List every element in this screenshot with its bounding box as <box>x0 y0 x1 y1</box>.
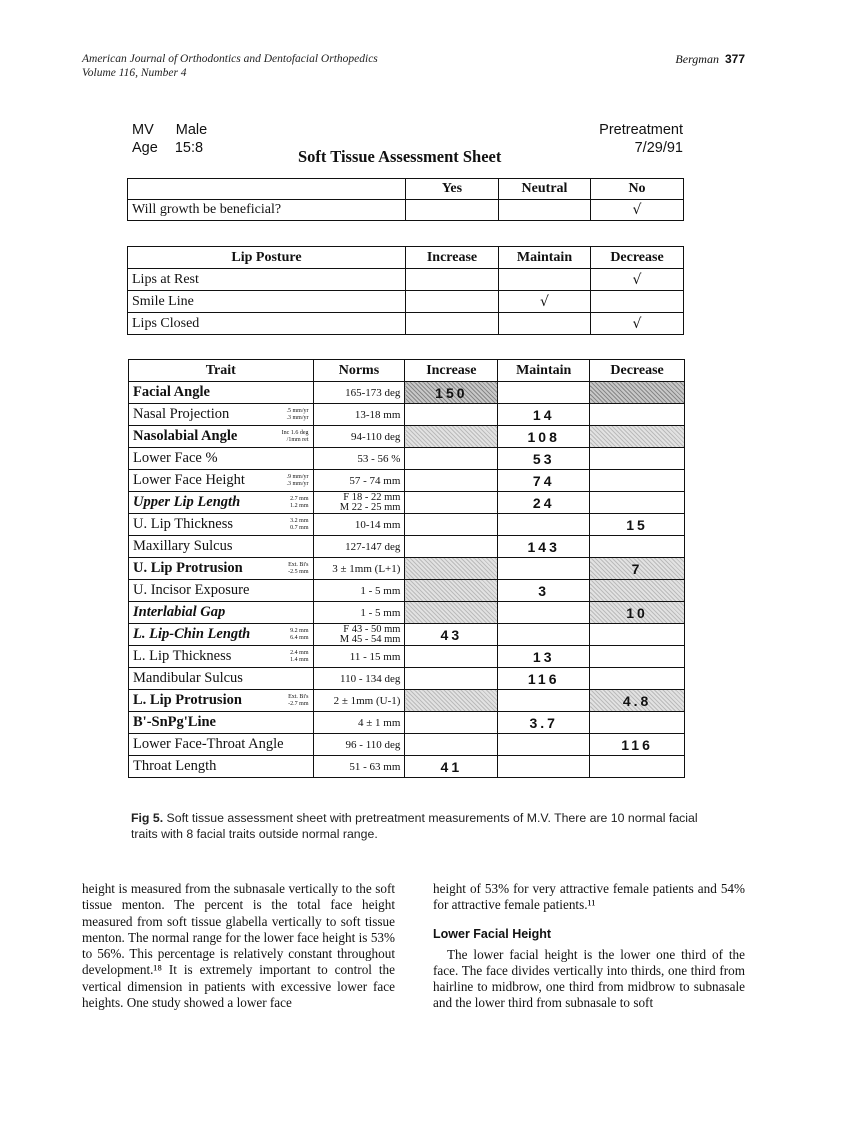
trait-name: Upper Lip Length <box>133 494 241 510</box>
increase-cell <box>405 426 498 448</box>
decrease-cell <box>590 646 685 668</box>
column-header: Increase <box>405 360 498 382</box>
decrease-cell <box>590 624 685 646</box>
norm-cell: 127-147 deg <box>313 536 405 558</box>
sheet-title: Soft Tissue Assessment Sheet <box>298 147 502 166</box>
norm-cell: 57 - 74 mm <box>313 470 405 492</box>
table-row <box>129 404 685 426</box>
table-row <box>129 734 685 756</box>
trait-name: L. Lip-Chin Length <box>133 626 251 642</box>
patient-info <box>132 121 207 157</box>
growth-note: Inc 1.6 deg /1mm ret <box>281 430 309 443</box>
journal-title: American Journal of Orthodontics and Dentofacial Orthopedics <box>82 53 378 65</box>
trait-cell <box>129 558 314 580</box>
check-cell: √ <box>591 269 684 291</box>
table-row <box>129 580 685 602</box>
row-label: Lips Closed <box>128 313 406 335</box>
decrease-cell <box>590 382 685 404</box>
table-row <box>128 291 684 313</box>
maintain-cell: 3.7 <box>498 712 590 734</box>
trait-name: Lower Face-Throat Angle <box>133 736 284 752</box>
growth-note: 2.7 mm 1.2 mm <box>290 496 309 509</box>
increase-cell <box>405 536 498 558</box>
table-row <box>129 558 685 580</box>
table-row <box>129 602 685 624</box>
row-label: Lips at Rest <box>128 269 406 291</box>
body-left-column <box>82 881 395 1011</box>
maintain-cell <box>498 602 590 624</box>
norm-cell: 11 - 15 mm <box>313 646 405 668</box>
norm-cell: F 18 - 22 mm M 22 - 25 mm <box>313 492 405 514</box>
norm-cell: 94-110 deg <box>313 426 405 448</box>
body-right-column <box>433 881 745 1012</box>
decrease-cell <box>590 580 685 602</box>
trait-cell <box>129 646 314 668</box>
column-header: Lip Posture <box>128 247 406 269</box>
maintain-cell: 74 <box>498 470 590 492</box>
column-header: Increase <box>406 247 499 269</box>
decrease-cell <box>590 426 685 448</box>
running-header <box>82 52 378 80</box>
increase-cell <box>405 448 498 470</box>
decrease-cell <box>590 756 685 778</box>
maintain-cell: 143 <box>498 536 590 558</box>
table-row <box>128 269 684 291</box>
trait-name: Lower Face % <box>133 450 218 466</box>
stage: Pretreatment <box>599 122 683 138</box>
check-cell <box>406 269 499 291</box>
decrease-cell: 116 <box>590 734 685 756</box>
table-row <box>129 646 685 668</box>
check-cell: √ <box>499 291 591 313</box>
norm-cell: 1 - 5 mm <box>313 580 405 602</box>
trait-cell <box>129 602 314 624</box>
column-header: Maintain <box>499 247 591 269</box>
column-header: Decrease <box>591 247 684 269</box>
trait-name: U. Incisor Exposure <box>133 582 250 598</box>
growth-note: 3.2 mm 0.7 mm <box>290 518 309 531</box>
caption-text: Soft tissue assessment sheet with pretreatment measurements of M.V. There are 10 normal facial traits with 8 facial traits outside normal range. <box>131 811 698 841</box>
increase-cell: 150 <box>405 382 498 404</box>
check-cell: √ <box>591 200 684 221</box>
trait-cell <box>129 514 314 536</box>
increase-cell <box>405 558 498 580</box>
increase-cell <box>405 646 498 668</box>
growth-note: 2.4 mm 1.4 mm <box>290 650 309 663</box>
norm-cell: 96 - 110 deg <box>313 734 405 756</box>
trait-cell <box>129 470 314 492</box>
caption-label: Fig 5. <box>131 811 164 825</box>
paragraph: height of 53% for very attractive female patients and 54% for attractive female patients.¹¹ <box>433 881 745 913</box>
row-label: Will growth be beneficial? <box>128 200 406 221</box>
trait-cell <box>129 492 314 514</box>
table-row <box>129 624 685 646</box>
norm-cell: F 43 - 50 mm M 45 - 54 mm <box>313 624 405 646</box>
trait-cell <box>129 712 314 734</box>
table-row <box>128 313 684 335</box>
age: 15:8 <box>174 140 204 156</box>
section-heading: Lower Facial Height <box>433 926 552 941</box>
lip-posture-table <box>127 246 684 335</box>
trait-name: Lower Face Height <box>133 472 245 488</box>
maintain-cell <box>498 734 590 756</box>
header-row <box>128 247 684 269</box>
norm-cell: 2 ± 1mm (U-1) <box>313 690 405 712</box>
trait-name: L. Lip Thickness <box>133 648 232 664</box>
maintain-cell: 14 <box>498 404 590 426</box>
check-cell <box>591 291 684 313</box>
table-row <box>129 382 685 404</box>
stage-info <box>599 121 683 157</box>
decrease-cell: 15 <box>590 514 685 536</box>
header-row <box>128 179 684 200</box>
norm-cell: 3 ± 1mm (L+1) <box>313 558 405 580</box>
trait-cell <box>129 580 314 602</box>
trait-name: L. Lip Protrusion <box>133 692 242 708</box>
maintain-cell <box>498 558 590 580</box>
initials: MV <box>132 122 154 138</box>
journal-volume: Volume 116, Number 4 <box>82 67 187 79</box>
decrease-cell <box>590 448 685 470</box>
increase-cell <box>405 602 498 624</box>
increase-cell <box>405 404 498 426</box>
growth-note: Ext. Bi's -2.7 mm <box>288 694 309 707</box>
table-row <box>129 668 685 690</box>
increase-cell <box>405 470 498 492</box>
decrease-cell: 10 <box>590 602 685 624</box>
trait-name: Nasolabial Angle <box>133 428 238 444</box>
check-cell <box>499 313 591 335</box>
table-row <box>129 426 685 448</box>
page-header-right <box>675 52 745 67</box>
maintain-cell <box>498 624 590 646</box>
maintain-cell <box>498 756 590 778</box>
trait-cell <box>129 448 314 470</box>
table-row <box>129 492 685 514</box>
increase-cell <box>405 734 498 756</box>
trait-name: Facial Angle <box>133 384 210 400</box>
trait-name: Throat Length <box>133 758 217 774</box>
decrease-cell <box>590 668 685 690</box>
header-row <box>129 360 685 382</box>
norm-cell: 53 - 56 % <box>313 448 405 470</box>
figure-caption <box>131 810 711 842</box>
increase-cell <box>405 580 498 602</box>
check-cell <box>499 269 591 291</box>
increase-cell: 41 <box>405 756 498 778</box>
growth-note: Ext. Bi's -2.5 mm <box>288 562 309 575</box>
trait-table <box>128 359 685 778</box>
author: Bergman <box>675 52 719 66</box>
table-row <box>129 536 685 558</box>
table-row <box>129 712 685 734</box>
increase-cell: 43 <box>405 624 498 646</box>
norm-cell: 13-18 mm <box>313 404 405 426</box>
trait-cell <box>129 536 314 558</box>
decrease-cell <box>590 492 685 514</box>
sex: Male <box>175 122 208 138</box>
row-label: Smile Line <box>128 291 406 313</box>
table-row <box>128 200 684 221</box>
column-header: Trait <box>129 360 314 382</box>
decrease-cell: 4.8 <box>590 690 685 712</box>
column-header: Norms <box>313 360 405 382</box>
trait-name: Maxillary Sulcus <box>133 538 233 554</box>
norm-cell: 110 - 134 deg <box>313 668 405 690</box>
trait-name: U. Lip Protrusion <box>133 560 243 576</box>
trait-cell <box>129 734 314 756</box>
table-row <box>129 756 685 778</box>
trait-name: Nasal Projection <box>133 406 230 422</box>
decrease-cell <box>590 712 685 734</box>
increase-cell <box>405 668 498 690</box>
norm-cell: 10-14 mm <box>313 514 405 536</box>
age-label: Age <box>132 140 158 156</box>
table-row <box>129 448 685 470</box>
table-row <box>129 690 685 712</box>
increase-cell <box>405 690 498 712</box>
date: 7/29/91 <box>634 140 683 156</box>
trait-name: U. Lip Thickness <box>133 516 234 532</box>
growth-note: 9.2 mm 6.4 mm <box>290 628 309 641</box>
decrease-cell: 7 <box>590 558 685 580</box>
paragraph: height is measured from the subnasale vertically to the soft tissue menton. The percent is the total face height measured from soft tissue glabella vertically to soft tissue menton. The normal range for the lower face height is 53% to 56%. This percentage is relatively constant throughout development.¹⁸ It is extremely important to control the vertical dimension in patients with excessive lower face heights. One study showed a lower face <box>82 881 395 1011</box>
increase-cell <box>405 514 498 536</box>
increase-cell <box>405 712 498 734</box>
table-row <box>129 470 685 492</box>
maintain-cell: 53 <box>498 448 590 470</box>
maintain-cell: 116 <box>498 668 590 690</box>
column-header: Neutral <box>499 179 591 200</box>
maintain-cell <box>498 382 590 404</box>
trait-cell <box>129 624 314 646</box>
column-header: Maintain <box>498 360 590 382</box>
maintain-cell: 108 <box>498 426 590 448</box>
norm-cell: 51 - 63 mm <box>313 756 405 778</box>
check-cell <box>406 313 499 335</box>
norm-cell: 4 ± 1 mm <box>313 712 405 734</box>
growth-note: .9 mm/yr .3 mm/yr <box>286 474 309 487</box>
maintain-cell <box>498 690 590 712</box>
maintain-cell <box>498 514 590 536</box>
table-row <box>129 514 685 536</box>
column-header: Yes <box>406 179 499 200</box>
check-cell: √ <box>591 313 684 335</box>
maintain-cell: 24 <box>498 492 590 514</box>
page-number: 377 <box>724 52 745 66</box>
trait-cell <box>129 404 314 426</box>
trait-name: B'-SnPg'Line <box>133 714 216 730</box>
check-cell <box>499 200 591 221</box>
maintain-cell: 3 <box>498 580 590 602</box>
increase-cell <box>405 492 498 514</box>
norm-cell: 1 - 5 mm <box>313 602 405 624</box>
trait-cell <box>129 426 314 448</box>
column-header: No <box>591 179 684 200</box>
decrease-cell <box>590 470 685 492</box>
trait-cell <box>129 756 314 778</box>
trait-cell <box>129 690 314 712</box>
check-cell <box>406 200 499 221</box>
trait-name: Mandibular Sulcus <box>133 670 243 686</box>
trait-cell <box>129 668 314 690</box>
growth-table <box>127 178 684 221</box>
decrease-cell <box>590 536 685 558</box>
decrease-cell <box>590 404 685 426</box>
check-cell <box>406 291 499 313</box>
column-header <box>128 179 406 200</box>
trait-cell <box>129 382 314 404</box>
norm-cell: 165-173 deg <box>313 382 405 404</box>
maintain-cell: 13 <box>498 646 590 668</box>
column-header: Decrease <box>590 360 685 382</box>
trait-name: Interlabial Gap <box>133 604 226 620</box>
growth-note: .5 mm/yr .3 mm/yr <box>286 408 309 421</box>
paragraph: The lower facial height is the lower one third of the face. The face divides vertically into thirds, one third from hairline to midbrow, one third from midbrow to subnasale and the lower third from subnasale to soft <box>433 946 745 1011</box>
